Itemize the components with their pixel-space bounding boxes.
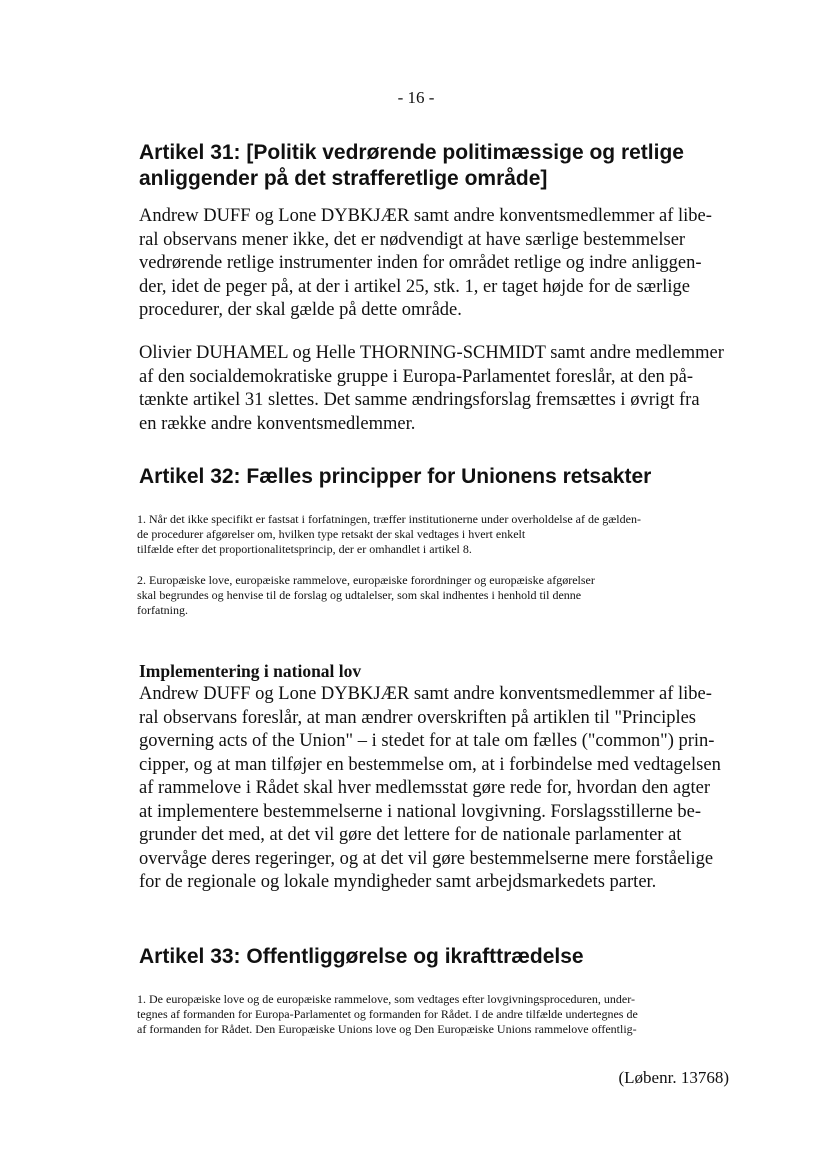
article-33-heading: Artikel 33: Offentliggørelse og ikrafttrædelse bbox=[139, 945, 584, 968]
article-32-subheading: Implementering i national lov bbox=[139, 661, 362, 681]
article-33-section-1: 1. De europæiske love og de europæiske rammelove, som vedtages efter lovgivningsproceduren, under- tegnes af formanden for Europa-Parlamentet og formanden for Rådet. I de andre tilfælde undertegnes de af formanden for Rådet. Den Europæiske Unions love og Den Europæiske Unions rammelove offentlig- bbox=[137, 992, 638, 1036]
article-32-section-1: 1. Når det ikke specifikt er fastsat i forfatningen, træffer institutionerne under overholdelse af de gælden- de procedurer afgørelser om, hvilken type retsakt der skal vedtages i hvert enkelt tilfælde efter det proportionalitetsprincip, der er omhandlet i artikel 8. bbox=[137, 512, 641, 556]
article-31-paragraph-2: Olivier DUHAMEL og Helle THORNING-SCHMIDT samt andre medlemmer af den socialdemokratiske gruppe i Europa-Parlamentet foreslår, at den på- tænkte artikel 31 slettes. Det samme ændringsforslag fremsættes i øvrigt fra en række andre konventsmedlemmer. bbox=[139, 343, 724, 434]
article-31-heading: Artikel 31: [Politik vedrørende politimæssige og retlige anliggender på det strafferetlige område] bbox=[139, 141, 684, 190]
footer-reference: (Løbenr. 13768) bbox=[618, 1068, 729, 1087]
article-32-paragraph-1: Andrew DUFF og Lone DYBKJÆR samt andre konventsmedlemmer af libe- ral observans foreslår, at man ændrer overskriften på artiklen til "Principles governing acts of the Union" – i stedet for at tale om fælles ("common") prin- cipper, og at man tilføjer en bestemmelse om, at i forbindelse med vedtagelsen af rammelove i Rådet skal hver medlemsstat gøre rede for, hvordan den agter at implementere bestemmelserne i national lovgivning. Forslagsstillerne be- grunder det med, at det vil gøre det lettere for de nationale parlamenter at overvåge deres regeringer, og at det vil gøre bestemmelserne mere forståelige for de regionale og lokale myndigheder samt arbejdsmarkedets parter. bbox=[139, 684, 721, 892]
article-31-paragraph-1: Andrew DUFF og Lone DYBKJÆR samt andre konventsmedlemmer af libe- ral observans mener ikke, det er nødvendigt at have særlige bestemmelser vedrørende retlige instrumenter inden for området retlige og indre anliggen- der, idet de peger på, at der i artikel 25, stk. 1, er taget højde for de særlige procedurer, der skal gælde på dette område. bbox=[139, 206, 712, 320]
page-number: - 16 - bbox=[397, 88, 435, 107]
article-32-heading: Artikel 32: Fælles principper for Unionens retsakter bbox=[139, 465, 652, 488]
article-32-section-2: 2. Europæiske love, europæiske rammelove, europæiske forordninger og europæiske afgørelser skal begrundes og henvise til de forslag og udtalelser, som skal indhentes i henhold til denne forfatning. bbox=[137, 573, 595, 617]
